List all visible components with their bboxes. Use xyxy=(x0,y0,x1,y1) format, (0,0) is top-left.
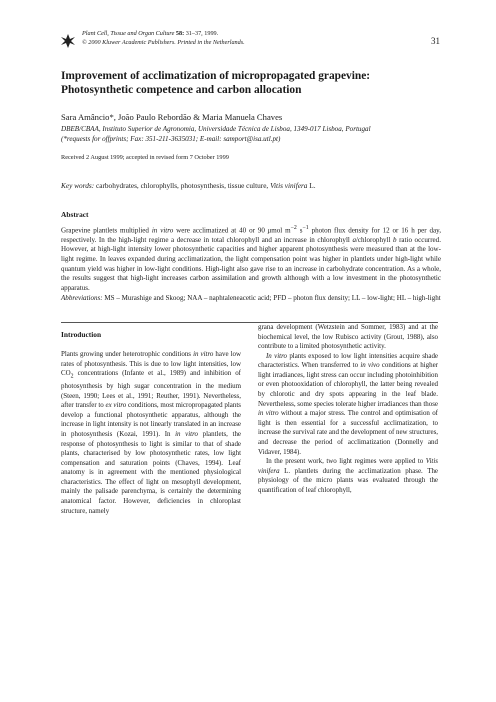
abbreviations xyxy=(61,294,441,304)
abstract-exponent: −1 xyxy=(302,225,309,231)
page-number: 31 xyxy=(431,36,440,46)
abstract-italic: in vitro xyxy=(151,226,174,235)
body-text: Plants growing under heterotrophic conditions xyxy=(61,350,194,358)
body-text: conditions at higher light irradiances, light stress can occur including photoinhibition or even photooxidation of chlorophyll, the latter being revealed by chlorotic and dry spots appearing in the leaf blade. Nevertheless, some species tolerate higher irradiances than those xyxy=(258,361,438,408)
intro-paragraph xyxy=(258,352,438,457)
abstract-italic: b xyxy=(392,235,397,244)
keywords-text: carbohydrates, chlorophylls, photosynthesis, tissue culture, xyxy=(96,181,271,190)
body-italic: in vitro xyxy=(175,430,199,439)
body-text: have low rates of photosynthesis. This is due to low light intensities, low CO xyxy=(61,350,241,378)
keywords xyxy=(61,181,441,191)
keywords-tail: L. xyxy=(307,181,316,190)
affiliation xyxy=(61,125,441,144)
body-italic: in vitro xyxy=(193,350,214,358)
abstract-text: mol m xyxy=(271,226,291,235)
intro-paragraph: grana development (Wetzstein and Sommer, 1983) and at the biochemical level, the low Rubisco activity (Grout, 1988), also contribute to a limited photosynthetic activity. xyxy=(258,323,438,351)
abbreviations-label: Abbreviations: xyxy=(61,294,103,302)
keywords-label: Key words: xyxy=(61,181,95,190)
body-italic: In vitro xyxy=(266,351,287,360)
affiliation-contact: (*requests for offprints; Fax: 351-211-3635031; E-mail: samport@isa.utl.pt) xyxy=(61,134,281,143)
body-text: without a major stress. The control and optimisation of light is then essential for a successful acclimatization, to increase the survival rate and the development of new structures, and decrease the period of acclimatization (Donnelly and Vidaver, 1984). xyxy=(258,409,438,456)
abstract-text: s xyxy=(296,226,303,235)
body-italic: Vitis vinifera xyxy=(258,457,438,475)
abstract-italic: a xyxy=(352,235,356,244)
abstract-text: were acclimatized at 40 or 90 xyxy=(173,226,268,235)
body-text: conditions, most micropropagated plants develop a functional photosynthetic apparatus, although the increase in light intensity is not linearly translated in an increase in photosynthesis (Kozai, 1991). In xyxy=(61,401,241,439)
keywords-species: Vitis vinifera xyxy=(270,181,308,190)
abstract-text: Grapevine plantlets multiplied xyxy=(61,226,152,235)
body-text: plantlets, the response of photosynthesis to light is similar to that of shade plants, characterised by low photosynthetic rates, low light compensation and saturation points (Chaves, 1994). Leaf anatomy is in agreement with the mentioned physiological characteristics. The effect of light on mesophyll development, mainly the palisade parenchyma, is certainly the determining anatomical factor. However, deficiencies in chloroplast structure, namely xyxy=(61,430,242,515)
received-dates: Received 2 August 1999; accepted in revised form 7 October 1999 xyxy=(61,154,229,161)
abstract-mu: μ xyxy=(267,226,272,235)
journal-name: Plant Cell, Tissue and Organ Culture xyxy=(82,30,175,37)
abbreviations-text: MS – Murashige and Skoog; NAA – naphtaleneacetic acid; PFD – photon flux density; LL – low-light; HL – high-light xyxy=(102,294,441,302)
abstract-heading: Abstract xyxy=(61,210,89,219)
body-subscript: 2 xyxy=(70,373,74,380)
paper-title: Improvement of acclimatization of micropropagated grapevine: Photosynthetic competence and carbon allocation xyxy=(61,70,371,96)
body-text: In the present work, two light regimes were applied to xyxy=(266,457,426,466)
abstract-body xyxy=(61,224,441,293)
affiliation-address: DBEB/CBAA, Instituto Superior de Agronomia, Universidade Técnica de Lisboa, 1349-017 Lisboa, Portugal xyxy=(61,125,371,133)
body-italic: in vitro xyxy=(258,409,279,418)
abstract-text: photon flux density for 12 or 16 h per day, respectively. In the high-light regime a decrease in total chlorophyll and an increase in chlorophyll xyxy=(61,226,441,244)
journal-pages: 31–37, 1999. xyxy=(185,30,219,37)
author-list: Sara Amâncio*, João Paulo Rebordão & Maria Manuela Chaves xyxy=(61,112,283,122)
copyright-line: © 2000 Kluwer Academic Publishers. Printed in the Netherlands. xyxy=(82,38,245,46)
journal-volume: 58: xyxy=(175,30,185,37)
body-italic: ex vitro xyxy=(105,401,127,410)
abstract-text: /chlorophyll xyxy=(355,235,393,244)
intro-column-right xyxy=(258,323,438,495)
intro-paragraph xyxy=(61,350,241,516)
intro-paragraph xyxy=(258,457,438,495)
body-text: concentrations (Infante et al., 1989) and inhibition of photosynthesis by high sugar concentration in the medium (Steen, 1990; Lees et al., 1991; Reuther, 1991). Nevertheless, after transfer to xyxy=(61,369,241,410)
introduction-heading: Introduction xyxy=(61,330,102,339)
intro-column-left xyxy=(61,350,241,516)
abstract-text: ratio occurred. However, at high-light intensity lower photosynthetic capacities and higher apparent photosynthesis were measured than at the low-light regime. In leaves expanded during acclimatization, the light compensation point was higher in plantlets under high-light while quantum yield was higher in low-light conditions. High-light also gave rise to an increase in carbohydrate concentration. As a whole, the results suggest that high-light increases carbon assimilation and growth although with a low investment in the photosynthetic apparatus. xyxy=(61,235,441,292)
journal-header xyxy=(82,30,382,47)
body-text: plants exposed to low light intensities acquire shade characteristics. When transferred to xyxy=(258,351,438,370)
abstract-exponent: −2 xyxy=(290,225,297,231)
body-italic: in vivo xyxy=(360,361,380,370)
publisher-logo xyxy=(60,33,76,49)
body-text: L. plantlets during the acclimatization phase. The physiology of the micro plants was evaluated through the quantification of leaf chlorophyll, xyxy=(258,466,438,494)
